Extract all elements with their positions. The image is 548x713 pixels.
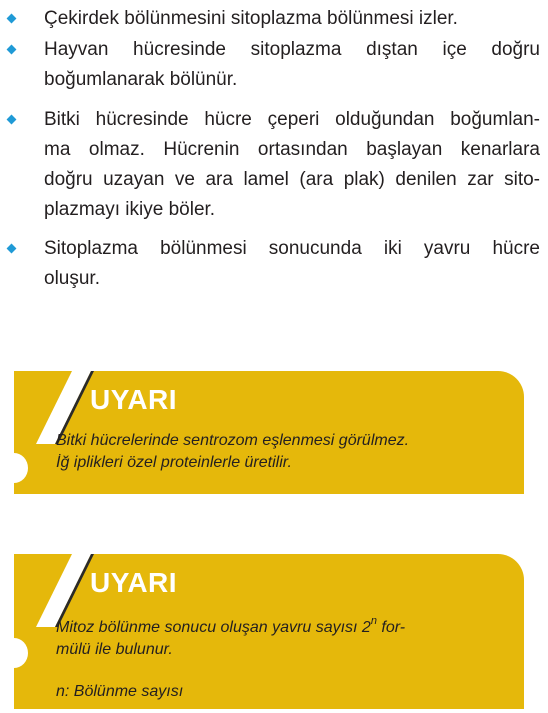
text-line [56, 614, 516, 639]
list-item-text [44, 105, 540, 225]
list-item-text [44, 234, 540, 294]
diamond-bullet-icon [7, 115, 17, 125]
text-line: plazmayı ikiye böler. [44, 199, 216, 220]
text-line: mülü ile bulunur. [56, 641, 173, 658]
diamond-bullet-icon [7, 45, 17, 55]
formula-text: Mitoz bölünme sonucu oluşan yavru sayısı 2 [56, 619, 371, 636]
list-item-text [44, 35, 540, 95]
warning-box-1 [14, 371, 524, 494]
text-line: oluşur. [44, 268, 100, 289]
formula-text-end: for- [376, 619, 406, 636]
text-line: boğumlanarak bölünür. [44, 69, 238, 90]
warning-text [56, 614, 516, 703]
text-line: Hayvan hücresinde sitoplazma dıştan içe doğru [44, 39, 540, 60]
text-line: Bitki hücresinde hücre çeperi olduğundan boğumlan- [44, 109, 540, 130]
diamond-bullet-icon [7, 14, 17, 24]
warning-text [56, 430, 516, 474]
note-text: n: Bölünme sayısı [56, 683, 184, 700]
list-item-text [44, 4, 540, 34]
text-line: ma olmaz. Hücrenin ortasından başlayan kenarlara [44, 139, 540, 160]
diamond-bullet-icon [7, 244, 17, 254]
text-line: İğ iplikleri özel proteinlerle üretilir. [56, 454, 292, 471]
exponent: n [370, 614, 377, 627]
text-line: Çekirdek bölünmesini sitoplazma bölünmesi izler. [44, 8, 458, 29]
text-line: Bitki hücrelerinde sentrozom eşlenmesi görülmez. [56, 432, 410, 449]
warning-title: UYARI [90, 384, 178, 415]
text-line: Sitoplazma bölünmesi sonucunda iki yavru hücre [44, 238, 540, 259]
warning-title: UYARI [90, 567, 178, 598]
warning-box-2 [14, 554, 524, 709]
text-line: doğru uzayan ve ara lamel (ara plak) denilen zar sito- [44, 169, 540, 190]
